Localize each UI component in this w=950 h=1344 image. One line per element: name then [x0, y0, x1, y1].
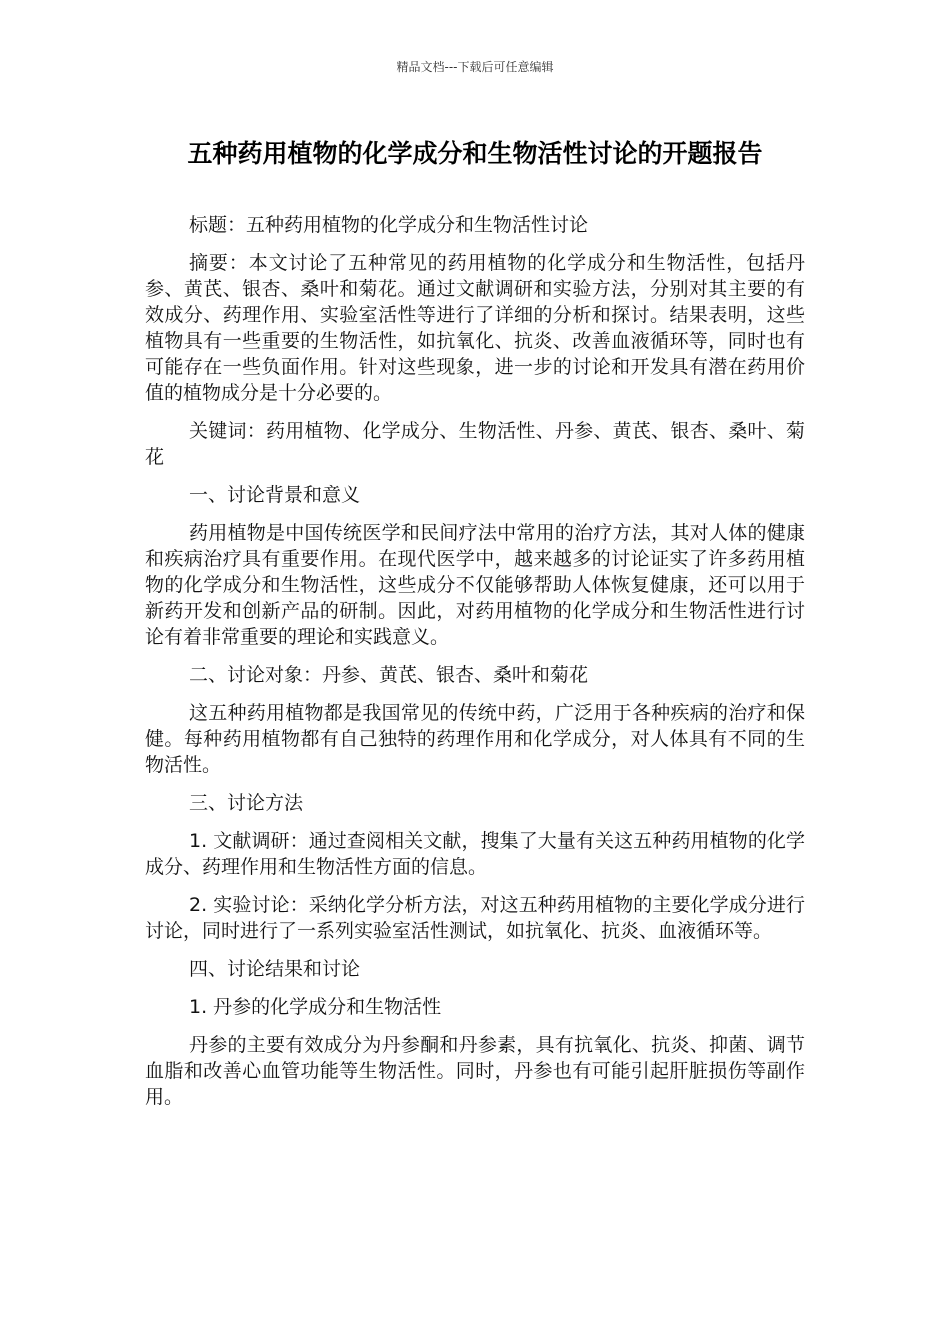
paragraph-subject-title: 标题：五种药用植物的化学成分和生物活性讨论: [189, 214, 589, 236]
paragraph-subjects: 这五种药用植物都是我国常见的传统中药，广泛用于各种疾病的治疗和保健。每种药用植物都有自己独特的药理作用和化学成分，对人体具有不同的生物活性。: [145, 702, 805, 776]
paragraph-abstract: 摘要：本文讨论了五种常见的药用植物的化学成分和生物活性，包括丹参、黄芪、银杏、桑叶和菊花。通过文献调研和实验方法，分别对其主要的有效成分、药理作用、实验室活性等进行了详细的分析和探讨。结果表明，这些植物具有一些重要的生物活性，如抗氧化、抗炎、改善血液循环等，同时也有可能存在一些负面作用。针对这些现象，进一步的讨论和开发具有潜在药用价值的植物成分是十分必要的。: [145, 252, 805, 404]
document-body: [145, 212, 805, 1122]
header-note: 精品文档---下载后可任意编辑: [396, 60, 554, 74]
paragraph-method-literature: 1. 文献调研：通过查阅相关文献，搜集了大量有关这五种药用植物的化学成分、药理作用和生物活性方面的信息。: [145, 830, 805, 878]
section-heading-results: 四、讨论结果和讨论: [189, 958, 361, 980]
section-heading-background: 一、讨论背景和意义: [189, 484, 361, 506]
paragraph-background: 药用植物是中国传统医学和民间疗法中常用的治疗方法，其对人体的健康和疾病治疗具有重要作用。在现代医学中，越来越多的讨论证实了许多药用植物的化学成分和生物活性，这些成分不仅能够帮助人体恢复健康，还可以用于新药开发和创新产品的研制。因此，对药用植物的化学成分和生物活性进行讨论有着非常重要的理论和实践意义。: [145, 522, 805, 648]
paragraph-keywords: 关键词：药用植物、化学成分、生物活性、丹参、黄芪、银杏、桑叶、菊花: [145, 420, 805, 468]
document-title: 五种药用植物的化学成分和生物活性讨论的开题报告: [187, 139, 763, 168]
paragraph-method-experiment: 2. 实验讨论：采纳化学分析方法，对这五种药用植物的主要化学成分进行讨论，同时进行了一系列实验室活性测试，如抗氧化、抗炎、血液循环等。: [145, 894, 805, 942]
subsection-heading-danshen: 1. 丹参的化学成分和生物活性: [189, 996, 442, 1018]
section-heading-subjects: 二、讨论对象：丹参、黄芪、银杏、桑叶和菊花: [189, 664, 589, 686]
section-heading-methods: 三、讨论方法: [189, 792, 304, 814]
paragraph-danshen: 丹参的主要有效成分为丹参酮和丹参素，具有抗氧化、抗炎、抑菌、调节血脂和改善心血管功能等生物活性。同时，丹参也有可能引起肝脏损伤等副作用。: [145, 1034, 805, 1108]
